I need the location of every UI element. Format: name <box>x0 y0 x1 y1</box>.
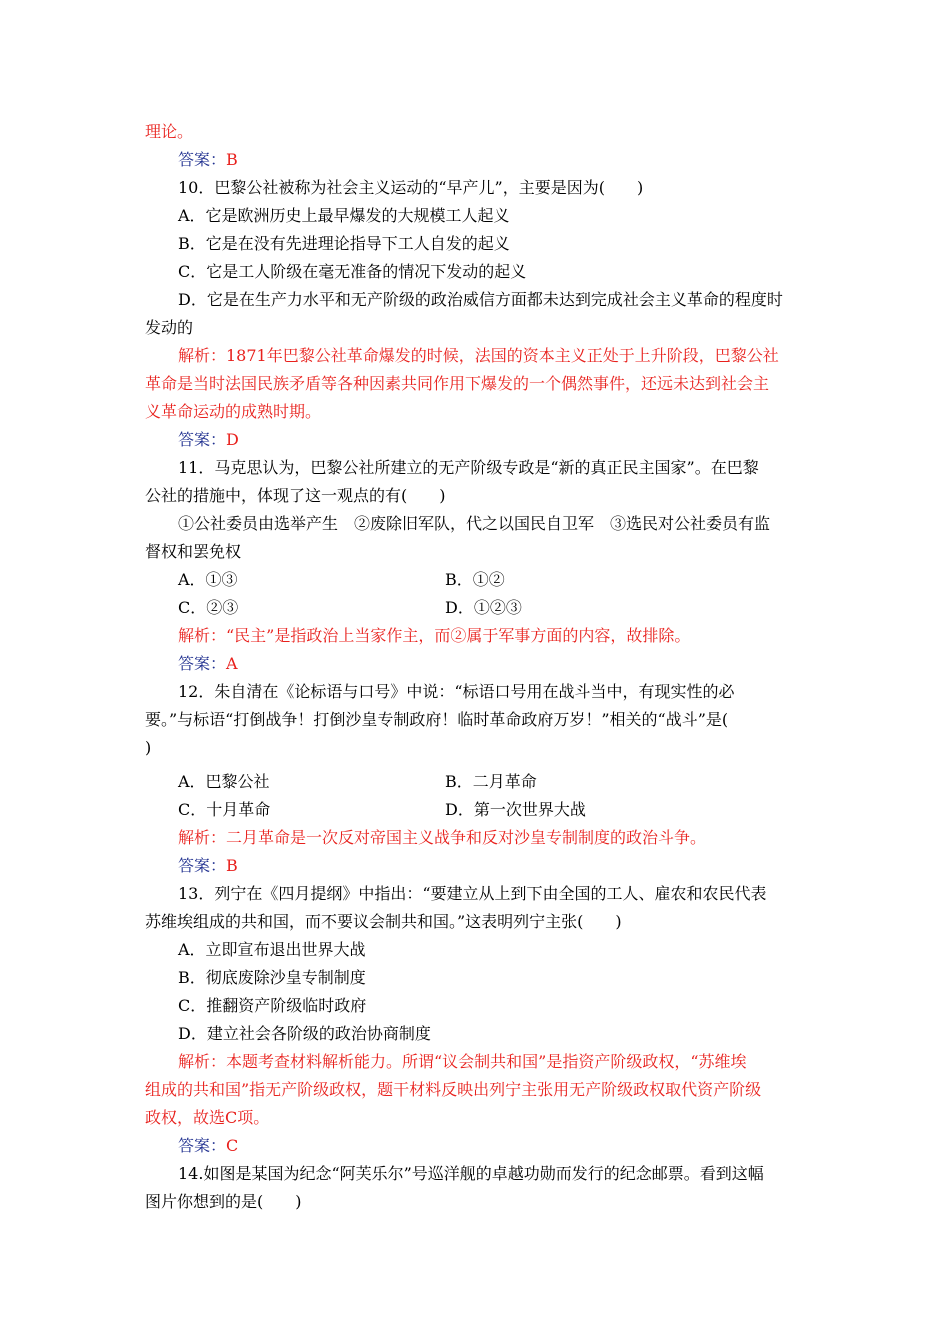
question-12-option-c: C．十月革命 <box>178 800 271 819</box>
question-12-option-b: B．二月革命 <box>445 772 537 791</box>
question-10-explanation-cont: 义革命运动的成熟时期。 <box>145 402 322 421</box>
question-12-stem: 12．朱自清在《论标语与口号》中说：“标语口号用在战斗当中，有现实性的必 <box>178 682 735 701</box>
question-13-stem: 13．列宁在《四月提纲》中指出：“要建立从上到下由全国的工人、雇农和农民代表 <box>178 884 767 903</box>
question-12-stem-cont: ) <box>145 738 152 757</box>
question-13-explanation-cont: 政权，故选C项。 <box>145 1108 270 1127</box>
question-11-stem-cont: 公社的措施中，体现了这一观点的有( ) <box>145 486 446 505</box>
answer-value: D <box>226 430 239 449</box>
question-11-options-row-1 <box>145 566 810 594</box>
question-14-stem: 14.如图是某国为纪念“阿芙乐尔”号巡洋舰的卓越功勋而发行的纪念邮票。看到这幅 <box>178 1164 764 1183</box>
question-12-option-a: A．巴黎公社 <box>178 772 270 791</box>
question-13-explanation: 解析：本题考查材料解析能力。所谓“议会制共和国”是指资产阶级政权，“苏维埃 <box>178 1052 747 1071</box>
question-10-option-d-cont: 发动的 <box>145 318 194 337</box>
question-11-stem: 11．马克思认为，巴黎公社所建立的无产阶级专政是“新的真正民主国家”。在巴黎 <box>178 458 759 477</box>
question-14-stem-cont: 图片你想到的是( ) <box>145 1192 302 1211</box>
question-12-options-row-2 <box>145 796 810 824</box>
question-11-option-d: D．①②③ <box>445 598 522 617</box>
question-13-stem-cont: 苏维埃组成的共和国，而不要议会制共和国。”这表明列宁主张( ) <box>145 912 622 931</box>
question-12-stem-cont: 要。”与标语“打倒战争！打倒沙皇专制政府！临时革命政府万岁！”相关的“战斗”是( <box>145 710 729 729</box>
question-10-option-a: A．它是欧洲历史上最早爆发的大规模工人起义 <box>178 206 510 225</box>
question-10-stem: 10．巴黎公社被称为社会主义运动的“早产儿”，主要是因为( ) <box>178 178 644 197</box>
question-11-answer <box>145 650 810 678</box>
question-13-option-a: A．立即宣布退出世界大战 <box>178 940 366 959</box>
question-10-option-c: C．它是工人阶级在毫无准备的情况下发动的起义 <box>178 262 527 281</box>
answer-value: B <box>226 150 238 169</box>
document-body <box>145 118 810 1216</box>
question-11-option-b: B．①② <box>445 570 505 589</box>
answer-label: 答案： <box>178 150 227 169</box>
question-11-option-c: C．②③ <box>178 598 239 617</box>
question-12-explanation: 解析：二月革命是一次反对帝国主义战争和反对沙皇专制制度的政治斗争。 <box>178 828 707 847</box>
question-10-explanation: 解析：1871年巴黎公社革命爆发的时候，法国的资本主义正处于上升阶段，巴黎公社 <box>178 346 779 365</box>
question-13-explanation-cont: 组成的共和国”指无产阶级政权，题干材料反映出列宁主张用无产阶级政权取代资产阶级 <box>145 1080 762 1099</box>
answer-label: 答案： <box>178 1136 227 1155</box>
answer-label: 答案： <box>178 430 227 449</box>
question-13-option-c: C．推翻资产阶级临时政府 <box>178 996 367 1015</box>
question-13-answer <box>145 1132 810 1160</box>
answer-value: A <box>226 654 238 673</box>
answer-label: 答案： <box>178 654 227 673</box>
question-13-option-b: B．彻底废除沙皇专制制度 <box>178 968 366 987</box>
question-12-answer <box>145 852 810 880</box>
question-10-explanation-cont: 革命是当时法国民族矛盾等各种因素共同作用下爆发的一个偶然事件，还远未达到社会主 <box>145 374 770 393</box>
question-11-statements: ①公社委员由选举产生 ②废除旧军队，代之以国民自卫军 ③选民对公社委员有监 <box>178 514 771 533</box>
question-10-option-d: D．它是在生产力水平和无产阶级的政治威信方面都未达到完成社会主义革命的程度时 <box>178 290 783 309</box>
question-11-options-row-2 <box>145 594 810 622</box>
explanation-tail: 理论。 <box>145 122 194 141</box>
question-13-option-d: D．建立社会各阶级的政治协商制度 <box>178 1024 431 1043</box>
answer-value: C <box>226 1136 239 1155</box>
question-12-option-d: D．第一次世界大战 <box>445 800 586 819</box>
answer-line <box>145 146 810 174</box>
question-11-option-a: A．①③ <box>178 570 238 589</box>
question-11-statements-cont: 督权和罢免权 <box>145 542 242 561</box>
question-11-explanation: 解析：“民主”是指政治上当家作主，而②属于军事方面的内容，故排除。 <box>178 626 691 645</box>
question-10-answer <box>145 426 810 454</box>
question-10-option-b: B．它是在没有先进理论指导下工人自发的起义 <box>178 234 510 253</box>
answer-label: 答案： <box>178 856 227 875</box>
question-12-options-row-1 <box>145 768 810 796</box>
answer-value: B <box>226 856 238 875</box>
